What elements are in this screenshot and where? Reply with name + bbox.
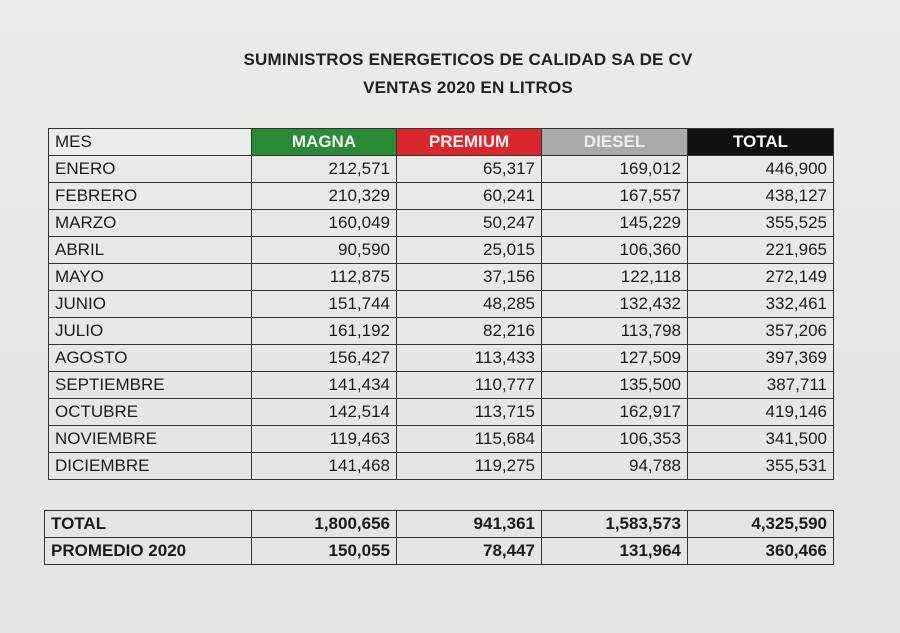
row-label-cell: TOTAL [45, 511, 252, 538]
value-cell: 167,557 [542, 183, 688, 210]
value-cell: 419,146 [688, 399, 834, 426]
table-header-row [49, 129, 834, 156]
value-cell: 4,325,590 [688, 511, 834, 538]
value-cell: 357,206 [688, 318, 834, 345]
value-cell: 210,329 [252, 183, 397, 210]
row-label-cell: ABRIL [49, 237, 252, 264]
table-row [49, 426, 834, 453]
row-label-cell: FEBRERO [49, 183, 252, 210]
summary-row [45, 538, 834, 565]
value-cell: 145,229 [542, 210, 688, 237]
value-cell: 150,055 [252, 538, 397, 565]
value-cell: 221,965 [688, 237, 834, 264]
value-cell: 360,466 [688, 538, 834, 565]
value-cell: 212,571 [252, 156, 397, 183]
row-label-cell: PROMEDIO 2020 [45, 538, 252, 565]
column-header-premium: PREMIUM [397, 129, 542, 156]
column-header-magna: MAGNA [252, 129, 397, 156]
table-row [49, 183, 834, 210]
row-label-cell: AGOSTO [49, 345, 252, 372]
value-cell: 332,461 [688, 291, 834, 318]
value-cell: 160,049 [252, 210, 397, 237]
row-label-cell: OCTUBRE [49, 399, 252, 426]
value-cell: 941,361 [397, 511, 542, 538]
table-row [49, 453, 834, 480]
table-row [49, 264, 834, 291]
value-cell: 341,500 [688, 426, 834, 453]
value-cell: 397,369 [688, 345, 834, 372]
value-cell: 1,583,573 [542, 511, 688, 538]
value-cell: 82,216 [397, 318, 542, 345]
table-row [49, 210, 834, 237]
value-cell: 161,192 [252, 318, 397, 345]
row-label-cell: ENERO [49, 156, 252, 183]
value-cell: 48,285 [397, 291, 542, 318]
value-cell: 387,711 [688, 372, 834, 399]
table-row [49, 291, 834, 318]
value-cell: 112,875 [252, 264, 397, 291]
table-row [49, 318, 834, 345]
value-cell: 132,432 [542, 291, 688, 318]
row-label-cell: JUNIO [49, 291, 252, 318]
row-label-cell: MARZO [49, 210, 252, 237]
value-cell: 169,012 [542, 156, 688, 183]
value-cell: 127,509 [542, 345, 688, 372]
row-label-cell: NOVIEMBRE [49, 426, 252, 453]
value-cell: 106,360 [542, 237, 688, 264]
value-cell: 113,798 [542, 318, 688, 345]
value-cell: 151,744 [252, 291, 397, 318]
value-cell: 446,900 [688, 156, 834, 183]
row-label-cell: MAYO [49, 264, 252, 291]
table-row [49, 237, 834, 264]
value-cell: 142,514 [252, 399, 397, 426]
value-cell: 1,800,656 [252, 511, 397, 538]
value-cell: 110,777 [397, 372, 542, 399]
table-row [49, 372, 834, 399]
value-cell: 141,434 [252, 372, 397, 399]
value-cell: 78,447 [397, 538, 542, 565]
value-cell: 119,463 [252, 426, 397, 453]
value-cell: 131,964 [542, 538, 688, 565]
value-cell: 355,525 [688, 210, 834, 237]
table-row [49, 345, 834, 372]
value-cell: 115,684 [397, 426, 542, 453]
value-cell: 355,531 [688, 453, 834, 480]
summary-table [44, 510, 834, 565]
row-label-cell: DICIEMBRE [49, 453, 252, 480]
value-cell: 65,317 [397, 156, 542, 183]
row-label-cell: JULIO [49, 318, 252, 345]
value-cell: 156,427 [252, 345, 397, 372]
value-cell: 60,241 [397, 183, 542, 210]
value-cell: 50,247 [397, 210, 542, 237]
sales-table [48, 128, 834, 480]
row-label-cell: SEPTIEMBRE [49, 372, 252, 399]
value-cell: 141,468 [252, 453, 397, 480]
value-cell: 272,149 [688, 264, 834, 291]
value-cell: 113,433 [397, 345, 542, 372]
table-row [49, 399, 834, 426]
report-title: SUMINISTROS ENERGETICOS DE CALIDAD SA DE CV [243, 50, 693, 69]
column-header-diesel: DIESEL [542, 129, 688, 156]
value-cell: 90,590 [252, 237, 397, 264]
value-cell: 106,353 [542, 426, 688, 453]
value-cell: 25,015 [397, 237, 542, 264]
value-cell: 94,788 [542, 453, 688, 480]
value-cell: 122,118 [542, 264, 688, 291]
value-cell: 438,127 [688, 183, 834, 210]
column-header-total: TOTAL [688, 129, 834, 156]
value-cell: 37,156 [397, 264, 542, 291]
value-cell: 135,500 [542, 372, 688, 399]
summary-row [45, 511, 834, 538]
value-cell: 113,715 [397, 399, 542, 426]
value-cell: 162,917 [542, 399, 688, 426]
column-header-mes: MES [49, 129, 252, 156]
table-row [49, 156, 834, 183]
value-cell: 119,275 [397, 453, 542, 480]
report-subtitle: VENTAS 2020 EN LITROS [363, 78, 573, 97]
